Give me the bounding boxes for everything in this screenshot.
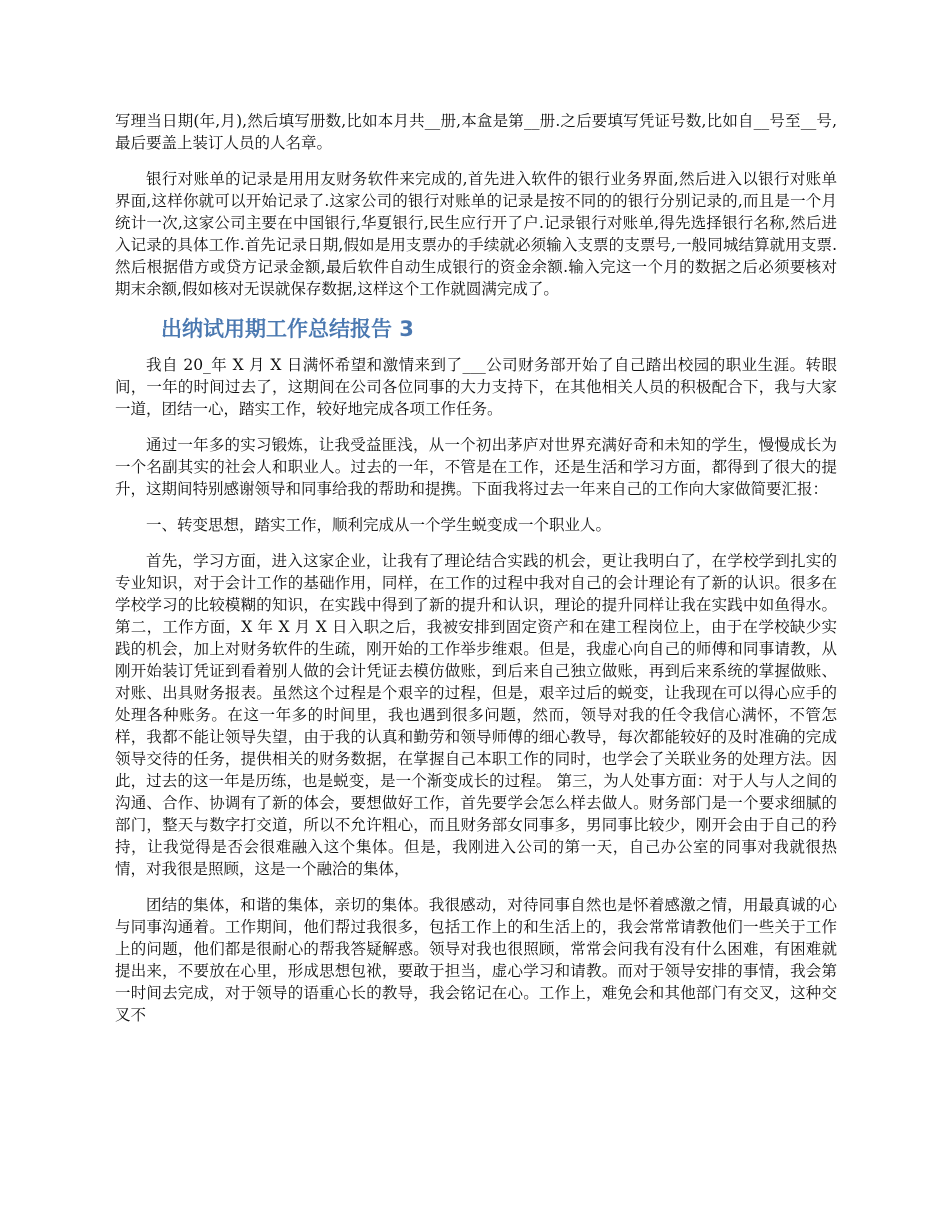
- paragraph-3: 我自 20_年 X 月 X 日满怀希望和激情来到了___公司财务部开始了自己踏出校园的职业生涯。转眼间，一年的时间过去了，这期间在公司各位同事的大力支持下，在其他相关人员的积极配合下，我与大家一道，团结一心，踏实工作，较好地完成各项工作任务。: [115, 356, 837, 418]
- section-heading: 出纳试用期工作总结报告 3: [161, 317, 414, 341]
- paragraph-6: 首先，学习方面，进入这家企业，让我有了理论结合实践的机会，更让我明白了，在学校学到扎实的专业知识，对于会计工作的基础作用，同样，在工作的过程中我对自己的会计理论有了新的认识。很多在学校学习的比较模糊的知识，在实践中得到了新的提升和认识，理论的提升同样让我在实践中如鱼得水。 第二，工作方面，X 年 X 月 X 日入职之后，我被安排到固定资产和在建工程岗位上，由于在学校缺少实践的机会，加上对财务软件的生疏，刚开始的工作举步维艰。但是，我虚心向自己的师傅和同事请教，从刚开始装订凭证到看着别人做的会计凭证去模仿做账，到后来自己独立做账，再到后来系统的掌握做账、对账、出具财务报表。虽然这个过程是个艰辛的过程，但是，艰辛过后的蜕变，让我现在可以得心应手的处理各种账务。在这一年多的时间里，我也遇到很多问题，然而，领导对我的任令我信心满怀，不管怎样，我都不能让领导失望，由于我的认真和勤劳和领导师傅的细心教导，每次都能较好的及时准确的完成领导交待的任务，提供相关的财务数据，在掌握自己本职工作的同时，也学会了关联业务的处理方法。因此，过去的这一年是历练，也是蜕变，是一个渐变成长的过程。 第三，为人处事方面：对于人与人之间的沟通、合作、协调有了新的体会，要想做好工作，首先要学会怎么样去做人。财务部门是一个要求细腻的部门，整天与数字打交道，所以不允许粗心，而且财务部女同事多，男同事比较少，刚开会由于自己的矜持，让我觉得是否会很难融入这个集体。但是，我刚进入公司的第一天，自己办公室的同事对我就很热情，对我很是照顾，这是一个融洽的集体，: [115, 552, 837, 878]
- paragraph-7: 团结的集体，和谐的集体，亲切的集体。我很感动，对待同事自然也是怀着感激之情，用最真诚的心与同事沟通着。工作期间，他们帮过我很多，包括工作上的和生活上的，我会常常请教他们一些关于工作上的问题，他们都是很耐心的帮我答疑解惑。领导对我也很照顾，常常会问我有没有什么困难，有困难就提出来，不要放在心里，形成思想包袱，要敢于担当，虚心学习和请教。而对于领导安排的事情，我会第一时间去完成，对于领导的语重心长的教导，我会铭记在心。工作上，难免会和其他部门有交叉，这种交叉不: [115, 896, 837, 1024]
- paragraph-4: 通过一年多的实习锻炼，让我受益匪浅，从一个初出茅庐对世界充满好奇和未知的学生，慢慢成长为一个名副其实的社会人和职业人。过去的一年，不管是在工作，还是生活和学习方面，都得到了很大的提升，这期间特别感谢领导和同事给我的帮助和提携。下面我将过去一年来自己的工作向大家做简要汇报：: [115, 436, 837, 498]
- paragraph-2: 银行对账单的记录是用用友财务软件来完成的,首先进入软件的银行业务界面,然后进入以银行对账单界面,这样你就可以开始记录了.这家公司的银行对账单的记录是按不同的的银行分别记录的,而且是一个月统计一次,这家公司主要在中国银行,华夏银行,民生应行开了户.记录银行对账单,得先选择银行名称,然后进入记录的具体工作.首先记录日期,假如是用支票办的手续就必须输入支票的支票号,一般同城结算就用支票.然后根据借方或贷方记录金额,最后软件自动生成银行的资金余额.输入完这一个月的数据之后必须要核对期末余额,假如核对无误就保存数据,这样这个工作就圆满完成了。: [115, 170, 837, 298]
- paragraph-5: 一、转变思想，踏实工作，顺利完成从一个学生蜕变成一个职业人。: [146, 516, 612, 534]
- document-page: [115, 110, 837, 1040]
- paragraph-1: 写理当日期(年,月),然后填写册数,比如本月共__册,本盒是第__册.之后要填写凭证号数,比如自__号至__号,最后要盖上装订人员的人名章。: [115, 112, 837, 152]
